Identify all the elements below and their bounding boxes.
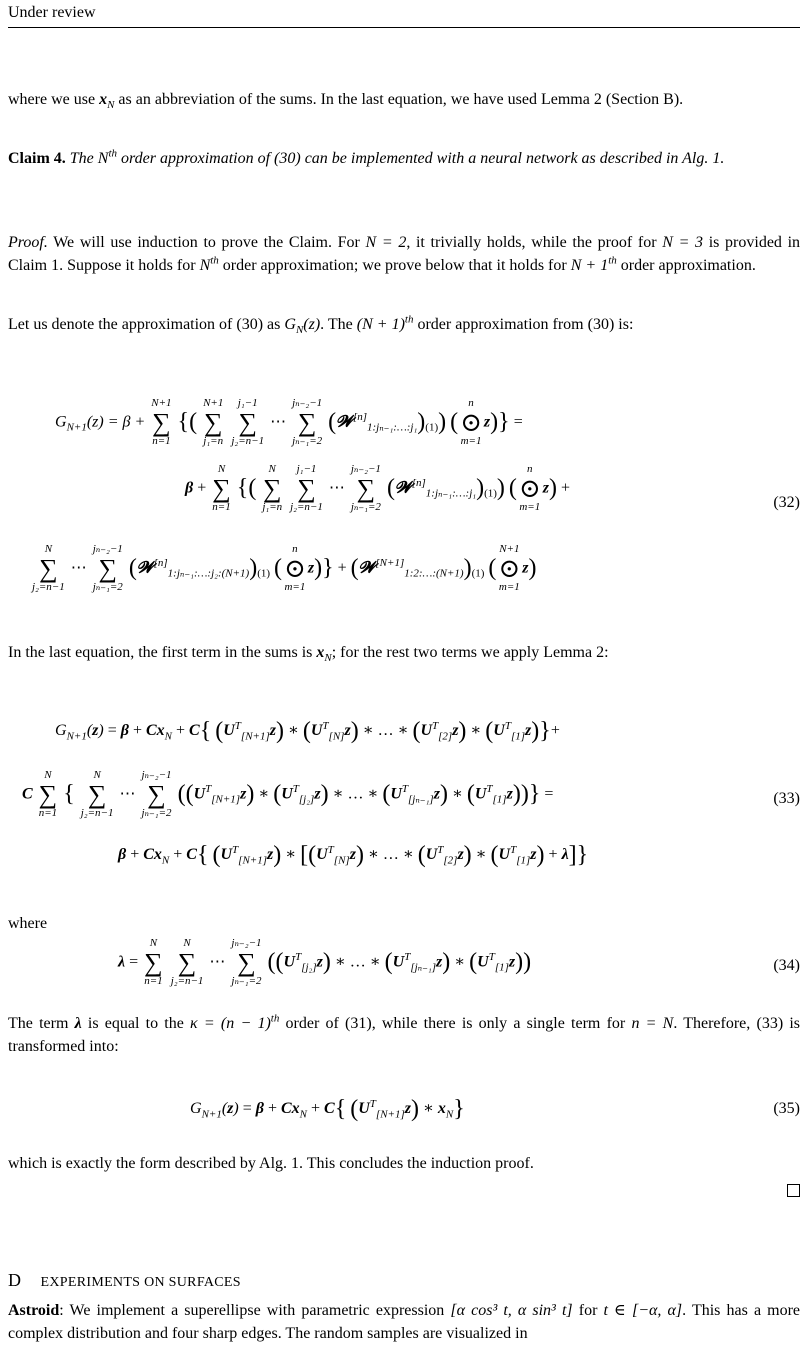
- equation-32-line-3: N ∑ j₂=n−1 ⋯ jₙ₋₂−1 ∑ jₙ₋₁=2 $(𝓦[n]_{1:j_{n-1}:\dots:j_2:(N+1)})_{(1)}$ ( n ⊙ m=1 $z)\} + (𝓦[N+1]_{1:2:\dots:(N+1)})_{(1)}$ ( N+1 ⊙ m=1 z): [32, 543, 537, 594]
- equation-34: λ = N ∑ n=1 N ∑ j₂=n−1 ⋯ jₙ₋₂−1 ∑ jₙ₋₁=2 ($(U^T_{[j_2]}z)$ ∗ … ∗ $(U^T_{[j_{n-1}]}z)$ ∗ $(U^T_{[1]}z)$): [118, 937, 532, 988]
- qed-box: [787, 1184, 800, 1197]
- paragraph-abbreviation: where we use $x_N$ as an abbreviation of the sums. In the last equation, we have used Lemma 2 (Section B).: [8, 91, 684, 112]
- paragraph-conclusion: which is exactly the form described by Alg. 1. This concludes the induction proof.: [8, 1155, 534, 1172]
- paragraph-first-term: In the last equation, the first term in the sums is $x_N$; for the rest two terms we apply Lemma 2:: [8, 644, 609, 665]
- running-header: Under review: [8, 4, 96, 21]
- section-heading: D EXPERIMENTS ON SURFACES: [8, 1270, 241, 1290]
- equation-35: $G_{N+1}(z) = \beta + Cx_N + C${ $(U^T_{[N+1]}z)$ ∗ $x_N$}: [190, 1096, 465, 1122]
- equation-32-number: (32): [773, 494, 800, 511]
- equation-33-line-2: C N ∑ n=1 { N ∑ j₂=n−1 ⋯ jₙ₋₂−1 ∑ jₙ₋₁=2 ($(U^T_{[N+1]}z)$ ∗ $(U^T_{[j_2]}z)$ ∗ … ∗ $(U^T_{[j_{n-1}]}z)$ ∗ $(U^T_{[1]}z)$)} =: [22, 769, 554, 820]
- equation-32-line-1: $G_{N+1}(z) = \beta$ + N+1 ∑ n=1 {( N+1 ∑ j₁=n j₁−1 ∑ j₂=n−1 ⋯ jₙ₋₂−1 ∑ jₙ₋₁=2 $(𝓦[n]_{1:j_{n-1}:\dots:j_1})_{(1)}$) ( n ⊙ m=1 z)} =: [55, 397, 523, 448]
- equation-35-number: (35): [773, 1100, 800, 1117]
- paragraph-astroid: Astroid: We implement a superellipse with parametric expression [α cos³ t, α sin³ t] for t ∈ [−α, α]. This has a more complex distribution and four sharp edges. The random samples are visualized in: [8, 1302, 801, 1342]
- header-rule: [8, 27, 800, 28]
- equation-33-number: (33): [773, 790, 800, 807]
- where-label: where: [8, 915, 48, 932]
- claim-4: Claim 4. The $N^{th}$ order approximation of (30) can be implemented with a neural network as described in Alg. 1.: [8, 147, 725, 167]
- proof-paragraph: Proof. We will use induction to prove the Claim. For N = 2, it trivially holds, while the proof for N = 3 is provided in Claim 1. Suppose it holds for $N^{th}$ order approximation; we prove below that it holds for N + 1th order approximation.: [8, 234, 801, 274]
- equation-33-line-3: $\beta + Cx_N + C${ $(U^T_{[N+1]}z)$ ∗ [$(U^T_{[N]}z)$ ∗ … ∗ $(U^T_{[2]}z)$ ∗ $(U^T_{[1]}z) + \lambda$]}: [118, 842, 589, 868]
- equation-32-line-2: β + N ∑ n=1 {( N ∑ j₁=n j₁−1 ∑ j₂=n−1 ⋯ jₙ₋₂−1 ∑ jₙ₋₁=2 $(𝓦[n]_{1:j_{n-1}:\dots:j_1})_{(1)}$) ( n ⊙ m=1 z) +: [185, 463, 570, 514]
- paragraph-lambda: The term λ is equal to the $\kappa = (n - 1)^{th}$ order of (31), while there is only a single term for n = N. Therefore, (33) is transformed into:: [8, 1012, 801, 1055]
- equation-33-line-1: $G_{N+1}(z) = \beta + Cx_N + C${ $(U^T_{[N+1]}z)$ ∗ $(U^T_{[N]}z)$ ∗ … ∗ $(U^T_{[2]}z)$ ∗ $(U^T_{[1]}z)\}+$: [55, 718, 560, 744]
- equation-34-number: (34): [773, 957, 800, 974]
- paragraph-denote: Let us denote the approximation of (30) as $G_N(z)$. The $(N + 1)^{th}$ order approximation from (30) is:: [8, 313, 634, 337]
